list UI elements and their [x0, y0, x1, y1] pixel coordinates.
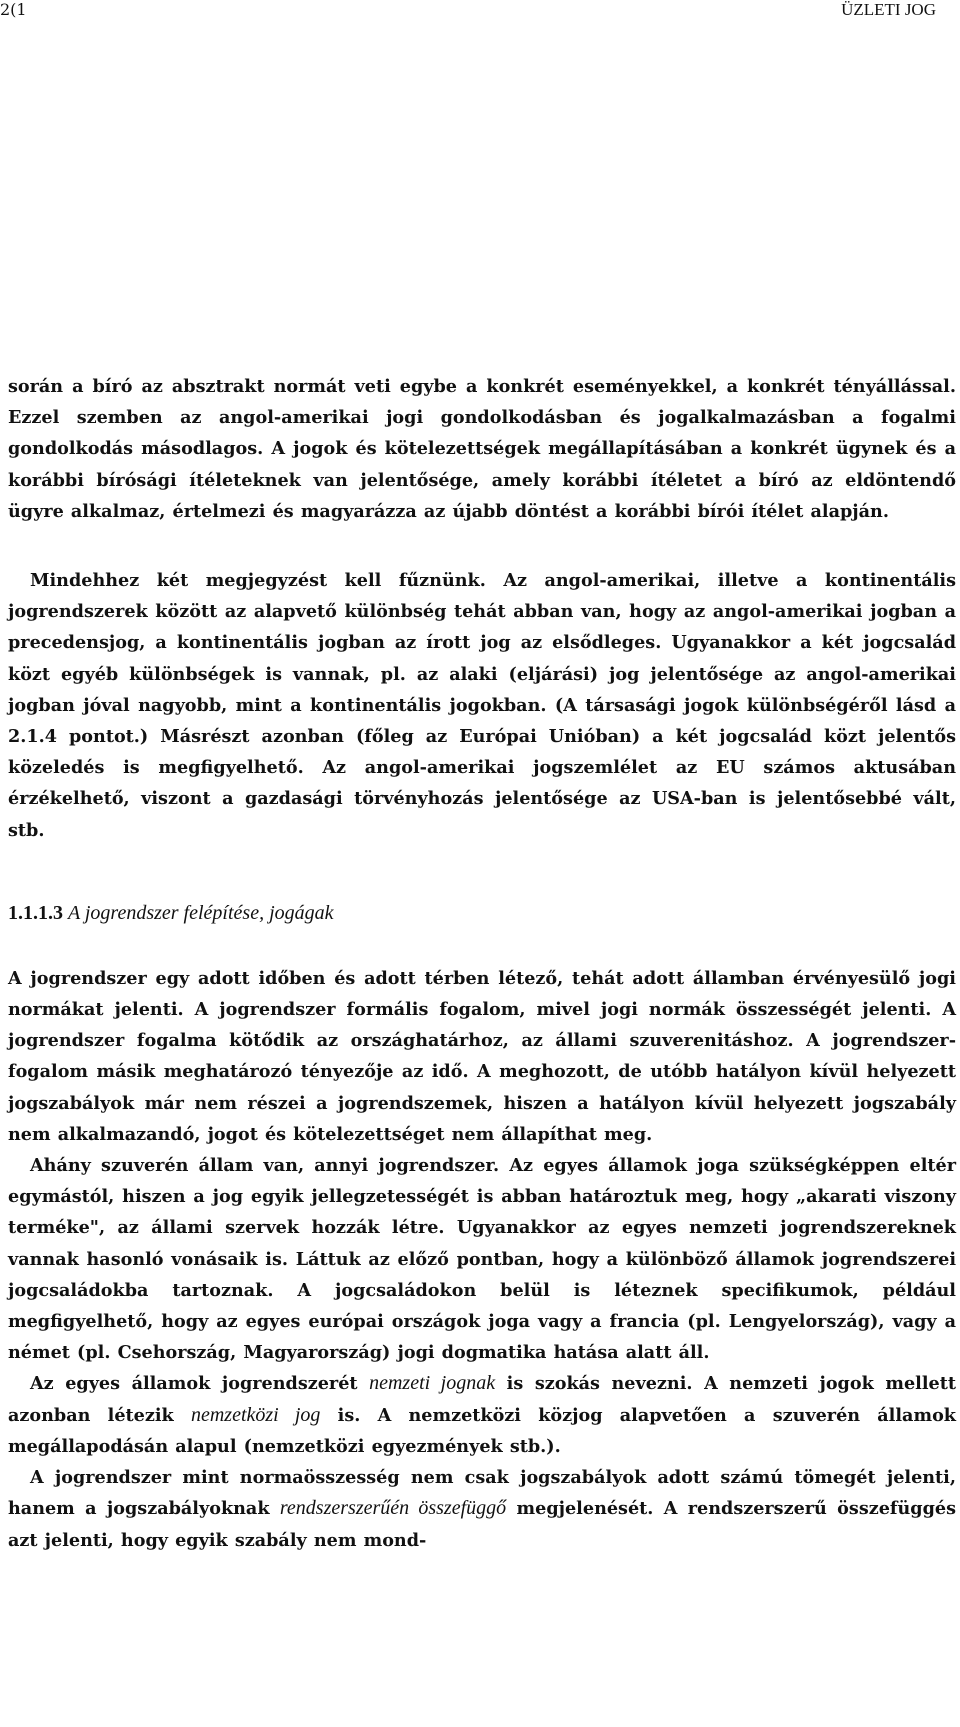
paragraph-2: Mindehhez két megjegyzést kell fűznünk. Az angol-amerikai, illetve a kontinentális jogrendszerek között az alapvető különbség tehát abban van, hogy az angol-amerikai jogban a precedensjog, a kontinentális jogban az írott jog az elsődleges. Ugyanakkor a két jogcsalád közt egyéb különbségek is vannak, pl. az alaki (eljárási) jog jelentősége az angol-amerikai jogban jóval nagyobb, mint a kontinentális jogokban. (A társasági jogok különbségéről lásd a 2.1.4 pontot.) Másrészt azonban (főleg az Európai Unióban) a két jogcsalád közt jelentős közeledés is megfigyelhető. Az angol-amerikai jogszemlélet az EU számos aktusában érzékelhető, viszont a gazdasági törvényhozás jelentősége az USA-ban is jelentősebbé vált, stb. — [8, 570, 956, 841]
p5-text-e: is. A nemzetközi közjog alapvetően a szuverén államok megállapodásán alapul (nemzetközi egyezmények stb.). — [8, 1404, 956, 1457]
paragraph-4: Ahány szuverén állam van, annyi jogrendszer. Az egyes államok joga szükségképpen eltér egymástól, hiszen a jog egyik jellegzetességét is abban határoztuk meg, hogy „akarati viszony terméke", az állami szervek hozzák létre. Ugyanakkor az egyes nemzeti jogrendszereknek vannak hasonló vonásaik is. Láttuk az előző pontban, hogy a különböző államok jogrendszerei jogcsaládokba tartoznak. A jogcsaládokon belül is léteznek specifikumok, például megfigyelhető, hogy az egyes európai országok joga vagy a francia (pl. Lengyelország), vagy a német (pl. Csehország, Magyarország) jogi dogmatika hatása alatt áll. — [8, 1155, 956, 1364]
p6-term-rendszerszeru: rendszerszerűén összefüggő — [279, 1497, 507, 1520]
page-number: 2(1 — [0, 0, 27, 19]
document-body — [8, 371, 956, 1556]
p5-text-c: is szokás nevezni. A nemzeti jogok mellett azonban létezik — [8, 1373, 956, 1426]
p5-text-a: Az egyes államok jogrendszerét — [30, 1373, 358, 1395]
p6-text-c: megjelenését. A rendszerszerű összefüggés azt jelenti, hogy egyik szabály nem mond- — [8, 1498, 956, 1551]
paragraph-5 — [8, 1368, 956, 1462]
p5-term-nemzetkozi-jog: nemzetközi jog — [190, 1403, 321, 1426]
section-number: 1.1.1.3 — [8, 901, 63, 924]
paragraph-6 — [8, 1462, 956, 1556]
running-header: ÜZLETI JOG — [841, 0, 936, 19]
paragraph-3: A jogrendszer egy adott időben és adott térben létező, tehát adott államban érvényesülő jogi normákat jelenti. A jogrendszer formális fogalom, mivel jogi normák összességét jelenti. A jogrendszer fogalma kötődik az országhatárhoz, az állami szuverenitáshoz. A jogrendszer-fogalom másik meghatározó tényezője az idő. A meghozott, de utóbb hatályon kívül helyezett jogszabályok már nem részei a jogrendszemek, hiszen a hatályon kívül helyezett jogszabály nem alkalmazandó, jogot és kötelezettséget nem állapíthat meg. — [8, 967, 956, 1145]
section-title: A jogrendszer felépítése, jogágak — [68, 901, 334, 924]
paragraph-1: során a bíró az absztrakt normát veti egybe a konkrét eseményekkel, a konkrét tényállással. Ezzel szemben az angol-amerikai jogi gondolkodásban és jogalkalmazásban a fogalmi gondolkodás másodlagos. A jogok és kötelezettségek megállapításában a konkrét ügynek és a korábbi bírósági ítéleteknek van jelentősége, amely korábbi ítéletet a bíró az eldöntendő ügyre alkalmaz, értelmezi és magyarázza az újabb döntést a korábbi bírói ítélet alapján. — [8, 376, 956, 522]
p5-term-nemzeti-jog: nemzeti jognak — [369, 1372, 496, 1395]
section-heading — [8, 898, 956, 929]
p6-text-a: A jogrendszer mint normaösszesség nem csak jogszabályok adott számú tömegét jelenti, hanem a jogszabályoknak — [8, 1467, 956, 1520]
